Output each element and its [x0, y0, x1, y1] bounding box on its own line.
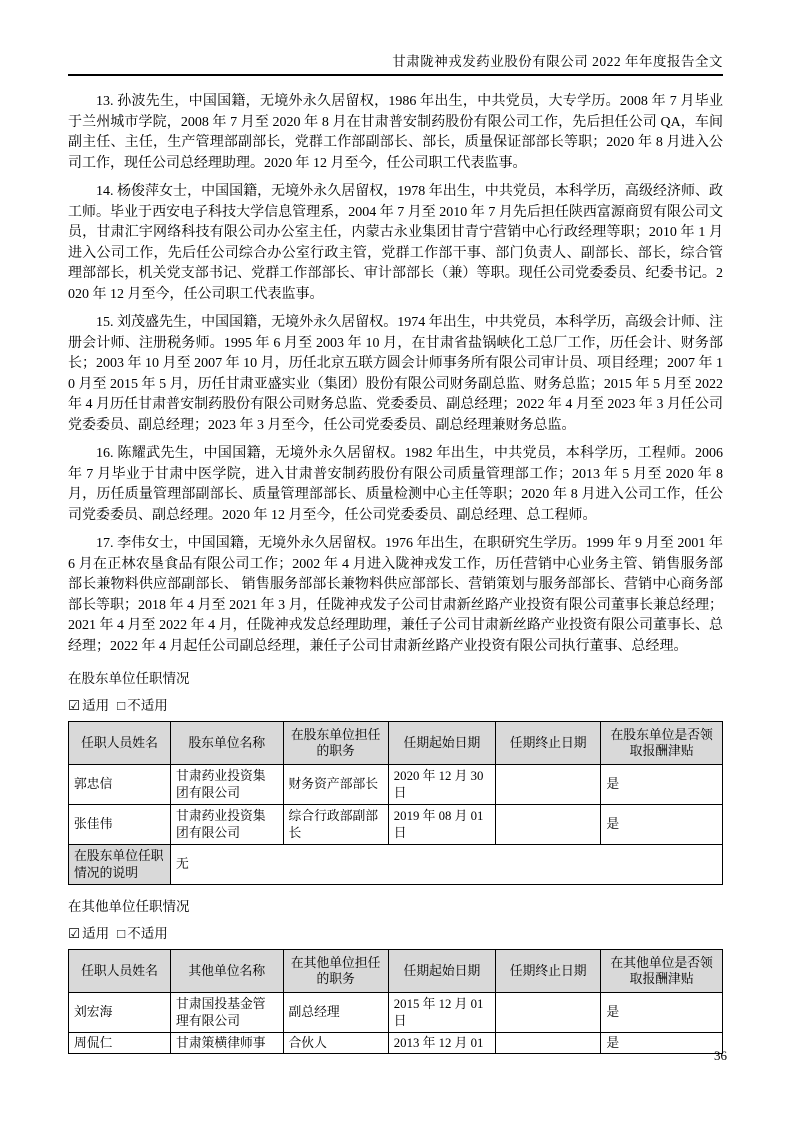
- shareholder-positions-table: [68, 721, 723, 885]
- start-date-cell: 2019 年 08 月 01 日: [388, 805, 495, 845]
- bio-paragraph-17: 17. 李伟女士，中国国籍，无境外永久居留权。1976 年出生，在职研究生学历。1999 年 9 月至 2001 年 6 月在正林农垦食品有限公司工作；2002 年 4 月进入陇神戎发工作，历任营销中心业务主管、销售服务部部长兼物料供应部副部长、 销售服务部部长兼物料供应部部长、营销策划与服务部部长、营销中心商务部部长等职；2018 年 4 月至 2021 年 3 月，任陇神戎发子公司甘肃新丝路产业投资有限公司董事长兼总经理；2021 年 4 月至 2022 年 4 月，任陇神戎发总经理助理，兼任子公司甘肃新丝路产业投资有限公司董事长、总经理；2022 年 4 月起任公司副总经理，兼任子公司甘肃新丝路产业投资有限公司执行董事、总经理。: [68, 536, 723, 654]
- unit-name-cell: 甘肃药业投资集团有限公司: [171, 765, 283, 805]
- page-number: 36: [714, 1048, 727, 1063]
- column-header: 股东单位名称: [171, 722, 283, 765]
- person-name-cell: 周侃仁: [69, 1033, 171, 1054]
- person-name-cell: 刘宏海: [69, 993, 171, 1033]
- unchecked-checkbox-icon: □: [117, 926, 126, 941]
- section-title-other-positions: 在其他单位任职情况: [68, 899, 190, 914]
- column-header: 在其他单位是否领取报酬津贴: [601, 950, 723, 993]
- unit-name-cell: 甘肃药业投资集团有限公司: [171, 805, 283, 845]
- column-header: 任期起始日期: [388, 950, 495, 993]
- note-label-cell: 在股东单位任职情况的说明: [69, 845, 171, 885]
- unit-name-cell: 甘肃策横律师事: [171, 1033, 283, 1054]
- column-header: 任职人员姓名: [69, 722, 171, 765]
- checked-checkbox-icon: ☑: [68, 926, 81, 941]
- remuneration-cell: 是: [601, 993, 723, 1033]
- table-header-row: [69, 722, 723, 765]
- column-header: 任期终止日期: [496, 722, 601, 765]
- document-header-title: 甘肃陇神戎发药业股份有限公司 2022 年年度报告全文: [392, 54, 723, 69]
- position-cell: 合伙人: [283, 1033, 388, 1054]
- remuneration-cell: 是: [601, 805, 723, 845]
- table-row-clipped: [69, 1033, 723, 1054]
- end-date-cell: [496, 805, 601, 845]
- remuneration-cell: 是: [601, 765, 723, 805]
- table-row: [69, 805, 723, 845]
- not-applicable-label: 不适用: [127, 926, 168, 941]
- bio-paragraph-16: 16. 陈耀武先生，中国国籍，无境外永久居留权。1982 年出生，中共党员，本科学历，工程师。2006 年 7 月毕业于甘肃中医学院，进入甘肃普安制药股份有限公司质量管理部工作；2013 年 5 月至 2020 年 8 月，历任质量管理部副部长、质量管理部部长、质量检测中心主任等职；2020 年 8 月进入公司工作，任公司党委委员、副总经理。2020 年 12 月至今，任公司党委委员、副总经理、总工程师。: [68, 446, 723, 523]
- column-header: 任期终止日期: [496, 950, 601, 993]
- unchecked-checkbox-icon: □: [117, 698, 126, 713]
- not-applicable-label: 不适用: [127, 698, 168, 713]
- applicability-line-shareholder: [68, 694, 723, 714]
- end-date-cell: [496, 1033, 601, 1054]
- position-cell: 副总经理: [283, 993, 388, 1033]
- start-date-cell: 2020 年 12 月 30 日: [388, 765, 495, 805]
- applicability-line-other: [68, 922, 723, 942]
- bio-paragraph-14: 14. 杨俊萍女士，中国国籍，无境外永久居留权，1978 年出生，中共党员，本科学历，高级经济师、政工师。毕业于西安电子科技大学信息管理系，2004 年 7 月至 2010 年 7 月先后担任陕西富源商贸有限公司文员，甘肃汇宇网络科技有限公司办公室主任，内蒙古永业集团甘青宁营销中心行政经理等职；2010 年 1 月进入公司工作，先后任公司综合办公室行政主管，党群工作部干事、部门负责人、副部长、部长，综合管理部部长，机关党支部书记、党群工作部部长、审计部部长（兼）等职。现任公司党委委员、纪委书记。2020 年 12 月至今，任公司职工代表监事。: [68, 184, 723, 302]
- start-date-cell: 2013 年 12 月 01: [388, 1033, 495, 1054]
- column-header: 任期起始日期: [388, 722, 495, 765]
- remuneration-cell: 是: [601, 1033, 723, 1054]
- section-title-shareholder-positions: 在股东单位任职情况: [68, 671, 190, 686]
- position-cell: 财务资产部部长: [283, 765, 388, 805]
- end-date-cell: [496, 765, 601, 805]
- person-name-cell: 张佳伟: [69, 805, 171, 845]
- column-header: 任职人员姓名: [69, 950, 171, 993]
- end-date-cell: [496, 993, 601, 1033]
- table-note-row: [69, 845, 723, 885]
- table-row: [69, 993, 723, 1033]
- column-header: 在其他单位担任的职务: [283, 950, 388, 993]
- table-row: [69, 765, 723, 805]
- checked-checkbox-icon: ☑: [68, 698, 81, 713]
- person-name-cell: 郭忠信: [69, 765, 171, 805]
- applicable-label: 适用: [82, 926, 110, 941]
- other-positions-table: [68, 949, 723, 1054]
- bio-paragraph-13: 13. 孙波先生，中国国籍，无境外永久居留权，1986 年出生，中共党员，大专学历。2008 年 7 月毕业于兰州城市学院，2008 年 7 月至 2020 年 8 月在甘肃普安制药股份有限公司工作，先后担任公司 QA，车间副主任、主任，生产管理部副部长，党群工作部副部长、部长，质量保证部部长等职；2020 年 8 月进入公司工作，现任公司总经理助理。2020 年 12 月至今，任公司职工代表监事。: [68, 94, 723, 171]
- table-header-row: [69, 950, 723, 993]
- start-date-cell: 2015 年 12 月 01 日: [388, 993, 495, 1033]
- column-header: 在股东单位担任的职务: [283, 722, 388, 765]
- position-cell: 综合行政部副部长: [283, 805, 388, 845]
- applicable-label: 适用: [82, 698, 110, 713]
- header-rule: [68, 74, 723, 76]
- column-header: 在股东单位是否领取报酬津贴: [601, 722, 723, 765]
- column-header: 其他单位名称: [171, 950, 283, 993]
- bio-paragraph-15: 15. 刘茂盛先生，中国国籍，无境外永久居留权。1974 年出生，中共党员，本科学历，高级会计师、注册会计师、注册税务师。1995 年 6 月至 2003 年 10 月，在甘肃省盐锅峡化工总厂工作，历任会计、财务部长；2003 年 10 月至 2007 年 10 月，历任北京五联方圆会计师事务所有限公司审计员、项目经理；2007 年 10 月至 2015 年 5 月，历任甘肃亚盛实业（集团）股份有限公司财务副总监、财务总监；2015 年 5 月至 2022 年 4 月历任甘肃普安制药股份有限公司财务总监、党委委员、副总经理；2022 年 4 月至 2023 年 3 月任公司党委委员、副总经理；2023 年 3 月至今，任公司党委委员、副总经理兼财务总监。: [68, 315, 723, 433]
- unit-name-cell: 甘肃国投基金管理有限公司: [171, 993, 283, 1033]
- note-value-cell: 无: [171, 845, 723, 885]
